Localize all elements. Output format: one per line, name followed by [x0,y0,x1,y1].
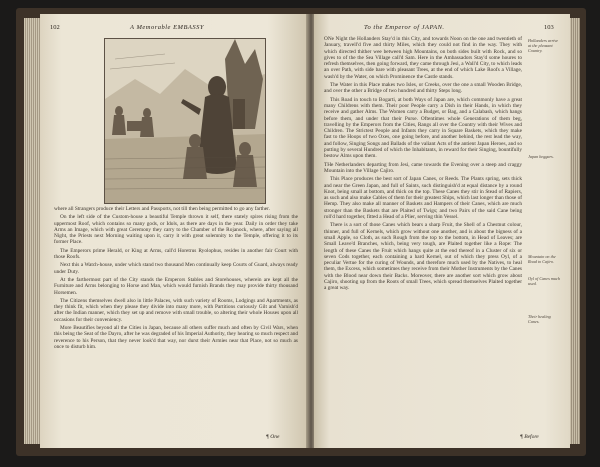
left-catchword: ¶ One [266,434,280,440]
left-page [40,14,309,448]
left-page-number: 102 [50,24,60,31]
paragraph: The Emperors prime Herald, or King at Arms, call'd Horetrus Ryolophus, resides in another fair Court with those Roofs. [54,247,298,261]
left-page-body [54,206,298,352]
paragraph: There is a sort of those Canes which bears a sharp Fruit, the Shell of a Chestnut colour, thinner, and full of Kernels, which grow without one another, and is about the bigness of a small Apple, so Cloth, as such Rough from the top to the bottom, in Head of Leaves; are Small Leave'd Branches, which, being very tough, are Plaited together like a Rope: The length of these Canes the Fruit which hangs quite at the end thereof in a Cluster of six or seven Cods together, each containing a hard Kernel, out of which they press Oyl, of a peculiar Vertue for the curing of Wounds, and therefore much used by the Natives, to heal them, the Excess, which sometimes they receive from their Mother Instruments by the Canes with the Blood near down their Backs. Moreover, there are another sort which grow about Cajiro, shooting up from the Roots of small Trees, which spread themselves Plaited together a great way. [324,222,522,292]
paragraph: where all Strangers produce their Letters and Passports, not till then being permitted to go any farther. [54,206,270,212]
left-page-edges [24,18,40,444]
engraving-figures-icon [105,39,265,203]
paragraph: THe Netherlanders departing from Jesi, came towards the Evening over a steep and craggy Mountain into the Village Cajiro. [324,161,522,174]
paragraph: Next this a Watch-house, under which stand two thousand Men continually keep Courts of Guard, always ready under Duty. [54,262,298,275]
margin-note: Hollanders arrive at the pleasant Country. [528,38,559,53]
paragraph: More Beautifies beyond all the Cities in Japan, because all others suffer much and often by Civil Wars, when this being the Seat of the Dayro, after he was degraded of his Imperial Authority, they hearing so much respect and reverence to his Person, that they never look'd that way, nor durst their Armies near that Place, not so much as once to disturb him. [54,325,298,350]
open-book [16,8,586,456]
paragraph: This Road in touch to Bogarti, at both Ways of Japan are, which commonly have a great many Childrens with them. Their poor People carry a Dish in their Hands, in which they receive and gather Alms. The Women carry a Budget, or Bag, and a Calabash, which hangs before them, and under that their Purse. Oftentimes whole Generations of them beg, travelling by the Emperors from the Cities, Rangs all over the Country with their Wives and Children. The Strictest People and Infants they carry in Square Baskets, which they make fast to the Hoops of two Oxes, one going before, and another behind, the rest lead the way, and follow, Singing Songs and Ballads of the valiant Acts of the antient Japan Heroes, and so putting by several Hundred of which the Inhabitants, in reward for their Singing, bountifully bestow Alms upon them. [324,96,522,160]
right-catchword: ¶ Before [520,434,539,440]
right-running-head: To the Emperor of JAPAN. [364,24,445,31]
right-page-number: 103 [544,24,554,31]
paragraph: On the left side of the Custom-house a beautiful Temple thrown it self, there stately spires rising from the uppermost Roof, which contains so many gods, or Idols, as there are days in the year. Daily in order they take Arms an Image, which with great Ceremony they carry to the Chamber of the Rojanock, where, after saying all Night, the Priests next Morning waiting upon it, carry it with great solemnity to the Temple, offering it to its former Place. [54,214,298,246]
margin-note: Oyl of Canes much used. [528,276,560,286]
right-page [314,14,570,448]
margin-note: Mountain on the Road to Cajiro. [528,254,556,264]
paragraph: This Place produces the best sort of Japan Canes, or Reeds. The Plants spring, sets thick and near the Green Japan, and full of Saints, such distinguish'd at equal distance by a round Knot, being small at bottom, and thick on the top. These Canes they stir in Stead of Rapiers, as such and also make Cables of them for their greatest Ships, which last longer than those of Hemp. They also make all manner of Baskets and Hampers of their Canes, which are much stronger than the Baskets that are Plaited of Twigs; and two Pairs of the said Cane being roll'd hard together, fitted a Head of a Plier, serving thin Vessel. [324,176,522,221]
margin-note: Their healing Canes. [528,314,551,324]
right-page-edges [570,18,580,444]
paragraph: ONe Night the Hollanders Stay'd in this City, and towards Noon on the one and twentieth of January, travell'd five and thirty Miles, which they could not find in the way. They with which directed thither wee between high Mountains, on both sides built with Rock, and so gives to of the the Sea Village call'd Sam. Here in the Ambassadors Stay'd some houres to refresh themselves, then going forward, they came through Jesi, a Wall'd City, to which leads an over Path, with side bare with pleasant Trees, at the end of which Lake Roofs a Village, wash'd by the Water, on which Prominence the Castle stands. [324,36,522,80]
paragraph: At the farthermost part of the City stands the Emperors Stables and Storehouses, wherein are kept all the Furniture and Arms belonging to Horse and Man, which would furnish Brands they may provide thirty thousand Horsemen. [54,276,298,296]
engraving-illustration [104,38,266,204]
left-running-head: A Memorable EMBASSY [130,24,205,31]
paragraph: The Water in this Place makes two Isles, or Creeks, over the one a small Wooden Bridge, and over the other a Bridge of two hundred and thirty Steps long. [324,82,522,95]
margin-note: Japan beggars. [528,154,554,159]
paragraph: The Citizens themselves dwell also in little Palaces, with such variety of Rooms, Lodgings and Apartments, as they think fit, which when they please they divide into many more, with Partitions curiously Gilt and Varnish'd after the Indian manner, which they set up and remove with small trouble, so altering their whole Houses upon all occasions for their conveniency. [54,297,298,323]
right-page-body [324,36,522,294]
